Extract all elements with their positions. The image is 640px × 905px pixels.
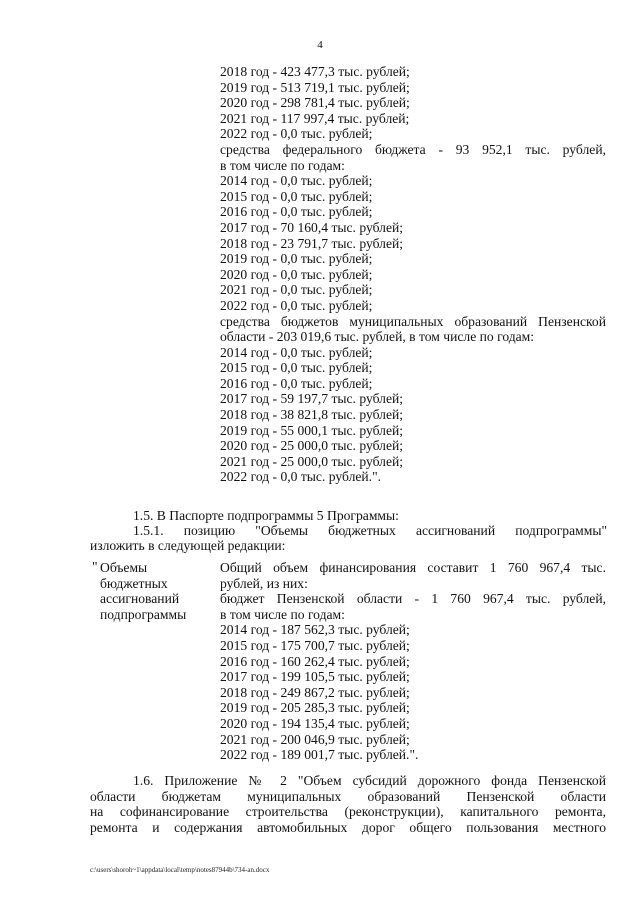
- paragraph-1-6: [90, 773, 606, 835]
- footer-file-path: c:\users\shoroh~1\appdata\local\temp\notes87944b\734-an.docx: [90, 866, 270, 874]
- position-label-column: [100, 560, 210, 622]
- text-line: средства федерального бюджета - 93 952,1 тыс. рублей,: [220, 141, 606, 157]
- text-line: 2018 год - 249 867,2 тыс. рублей;: [220, 684, 410, 700]
- opening-quote: ": [92, 559, 98, 574]
- text-line: 2020 год - 25 000,0 тыс. рублей;: [220, 438, 404, 454]
- funding-list-subprogram: [220, 560, 606, 763]
- text-line: 2015 год - 0,0 тыс. рублей;: [220, 188, 373, 204]
- text-line: 2020 год - 298 781,4 тыс. рублей;: [220, 95, 410, 111]
- text-line: 2021 год - 25 000,0 тыс. рублей;: [220, 453, 404, 469]
- text-line: 2020 год - 194 135,4 тыс. рублей;: [220, 715, 410, 731]
- text-line: 2021 год - 200 046,9 тыс. рублей;: [220, 731, 410, 747]
- text-line: в том числе по годам:: [220, 606, 345, 622]
- text-line: 2016 год - 0,0 тыс. рублей;: [220, 204, 373, 220]
- text-line: 2019 год - 205 285,3 тыс. рублей;: [220, 700, 410, 716]
- text-line: 2019 год - 0,0 тыс. рублей;: [220, 251, 373, 267]
- text-line: 2016 год - 0,0 тыс. рублей;: [220, 375, 373, 391]
- paragraph-1-5-1: 1.5.1. позицию "Объемы бюджетных ассигнований подпрограммы": [133, 523, 607, 538]
- text-line: ремонта и содержания автомобильных дорог общего пользования местного: [90, 819, 606, 835]
- text-line: 2018 год - 23 791,7 тыс. рублей;: [220, 235, 404, 251]
- position-label-line: ассигнований: [100, 591, 180, 607]
- text-line: Общий объем финансирования составит 1 760 967,4 тыс.: [220, 560, 606, 575]
- text-line: 2018 год - 38 821,8 тыс. рублей;: [220, 407, 404, 423]
- text-line: области бюджетам муниципальных образований Пензенской области: [90, 788, 606, 804]
- text-line: 2022 год - 0,0 тыс. рублей.".: [220, 469, 382, 485]
- text-line: на софинансирование строительства (реконструкции), капитального ремонта,: [90, 804, 606, 820]
- text-line: бюджет Пензенской области - 1 760 967,4 тыс. рублей,: [220, 591, 606, 607]
- text-line: 2019 год - 55 000,1 тыс. рублей;: [220, 422, 404, 438]
- text-line: 2022 год - 0,0 тыс. рублей;: [220, 126, 373, 142]
- text-line: рублей, из них:: [220, 575, 308, 591]
- text-line: 2021 год - 0,0 тыс. рублей;: [220, 282, 373, 298]
- text-line: 2019 год - 513 719,1 тыс. рублей;: [220, 79, 410, 95]
- paragraph-1-5-1-continuation: изложить в следующей редакции:: [90, 538, 286, 553]
- text-line: 2017 год - 59 197,7 тыс. рублей;: [220, 391, 404, 407]
- position-label-line: Объемы: [100, 560, 148, 575]
- text-line: 1.6. Приложение № 2 "Объем субсидий дорожного фонда Пензенской: [133, 773, 606, 788]
- text-line: 2017 год - 199 105,5 тыс. рублей;: [220, 669, 410, 685]
- text-line: 2018 год - 423 477,3 тыс. рублей;: [220, 64, 410, 79]
- position-label-line: подпрограммы: [100, 606, 187, 622]
- paragraph-1-5: 1.5. В Паспорте подпрограммы 5 Программы:: [133, 508, 399, 523]
- text-line: 2015 год - 175 700,7 тыс. рублей;: [220, 637, 410, 653]
- text-line: 2022 год - 0,0 тыс. рублей;: [220, 297, 373, 313]
- text-line: области - 203 019,6 тыс. рублей, в том числе по годам:: [220, 329, 535, 345]
- text-line: средства бюджетов муниципальных образований Пензенской: [220, 313, 606, 329]
- text-line: 2014 год - 0,0 тыс. рублей;: [220, 344, 373, 360]
- text-line: 2014 год - 0,0 тыс. рублей;: [220, 173, 373, 189]
- text-line: 2020 год - 0,0 тыс. рублей;: [220, 266, 373, 282]
- text-line: 2017 год - 70 160,4 тыс. рублей;: [220, 219, 404, 235]
- text-line: 2021 год - 117 997,4 тыс. рублей;: [220, 110, 410, 126]
- page-number: 4: [317, 39, 323, 51]
- funding-list-top: [220, 64, 606, 485]
- text-line: в том числе по годам:: [220, 157, 345, 173]
- text-line: 2016 год - 160 262,4 тыс. рублей;: [220, 653, 410, 669]
- text-line: 2015 год - 0,0 тыс. рублей;: [220, 360, 373, 376]
- position-label-line: бюджетных: [100, 575, 168, 591]
- text-line: 2022 год - 189 001,7 тыс. рублей.".: [220, 747, 419, 763]
- text-line: 2014 год - 187 562,3 тыс. рублей;: [220, 622, 410, 638]
